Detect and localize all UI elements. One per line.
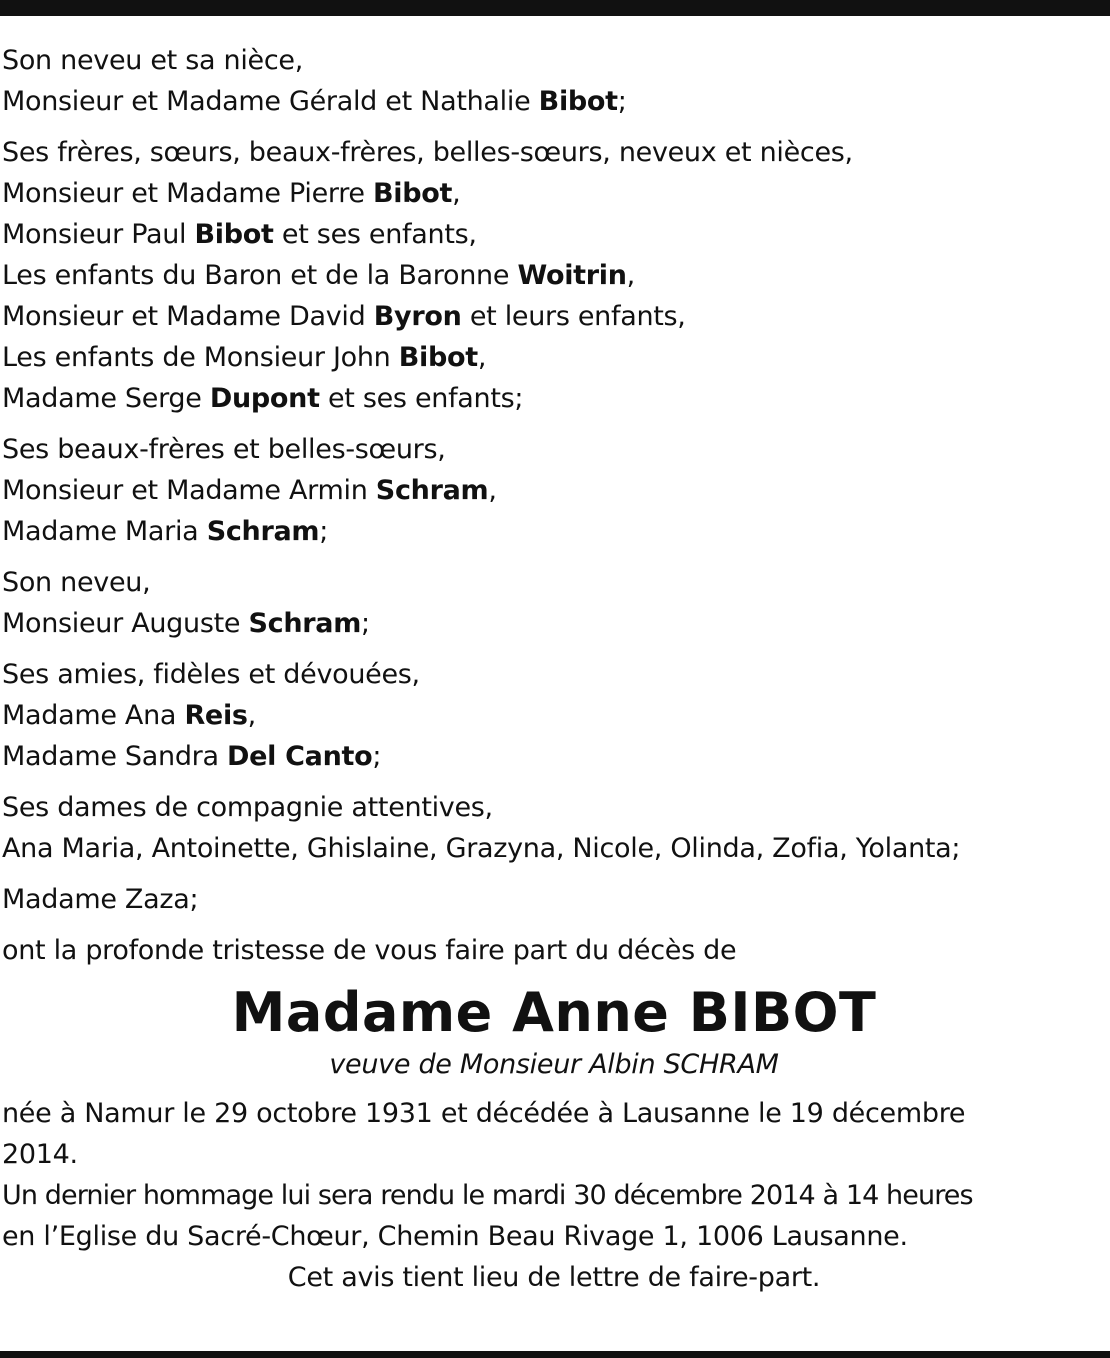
line-suffix: ; xyxy=(361,608,370,639)
family-surname: Dupont xyxy=(209,383,320,414)
family-block xyxy=(2,132,1106,419)
notice-line xyxy=(2,787,1106,828)
line-text: Ses beaux-frères et belles-sœurs, xyxy=(2,434,446,465)
line-text: Monsieur et Madame Armin xyxy=(2,475,376,506)
family-surname: Schram xyxy=(375,475,489,506)
notice-line xyxy=(2,337,1106,378)
family-block xyxy=(2,930,1106,971)
notice-line xyxy=(2,296,1106,337)
notice-line xyxy=(2,603,1106,644)
family-surname: Schram xyxy=(248,608,362,639)
line-text: Monsieur Paul xyxy=(2,219,195,250)
widow-of-line: veuve de Monsieur Albin SCHRAM xyxy=(329,1049,779,1080)
notice-line xyxy=(2,736,1106,777)
notice-line xyxy=(2,214,1106,255)
family-surname: Reis xyxy=(184,700,248,731)
notice-line xyxy=(2,40,1106,81)
birth-death-line: 2014. xyxy=(2,1139,78,1170)
line-suffix: , xyxy=(452,178,461,209)
notice-line xyxy=(2,132,1106,173)
notice-line xyxy=(2,828,1106,869)
notice-line xyxy=(2,173,1106,214)
line-text: Son neveu, xyxy=(2,567,151,598)
line-text: Monsieur et Madame Gérald et Nathalie xyxy=(2,86,539,117)
family-surname: Del Canto xyxy=(226,741,373,772)
family-block xyxy=(2,429,1106,552)
notice-line xyxy=(2,81,1106,122)
family-surname: Woitrin xyxy=(517,260,627,291)
family-block xyxy=(2,562,1106,644)
family-surname: Bibot xyxy=(194,219,274,250)
family-block xyxy=(2,787,1106,869)
line-text: Ana Maria, Antoinette, Ghislaine, Grazyna, Nicole, Olinda, Zofia, Yolanta; xyxy=(2,833,961,864)
top-rule xyxy=(0,0,1110,16)
line-text: Les enfants du Baron et de la Baronne xyxy=(2,260,518,291)
family-block xyxy=(2,40,1106,122)
family-block xyxy=(2,879,1106,920)
line-suffix: , xyxy=(477,342,487,373)
line-text: Madame Serge xyxy=(2,383,210,414)
notice-line xyxy=(2,378,1106,419)
obituary-notice xyxy=(2,40,1106,1298)
bottom-rule xyxy=(0,1351,1110,1358)
line-text: Monsieur Auguste xyxy=(2,608,249,639)
notice-line xyxy=(2,562,1106,603)
line-text: Ses frères, sœurs, beaux-frères, belles-sœurs, neveux et nièces, xyxy=(2,137,853,168)
notice-line xyxy=(2,470,1106,511)
line-text: ont la profonde tristesse de vous faire part du décès de xyxy=(2,935,737,966)
ceremony-info xyxy=(2,1175,1106,1257)
notice-line xyxy=(2,930,1106,971)
line-text: Madame Zaza; xyxy=(2,884,199,915)
notice-line xyxy=(2,255,1106,296)
line-text: Madame Maria xyxy=(2,516,207,547)
line-suffix: , xyxy=(488,475,497,506)
deceased-name: Madame Anne BIBOT xyxy=(231,981,877,1044)
family-surname: Byron xyxy=(373,301,462,332)
line-text: Monsieur et Madame David xyxy=(2,301,374,332)
closing-note: Cet avis tient lieu de lettre de faire-part. xyxy=(287,1262,821,1293)
family-block xyxy=(2,654,1106,777)
line-suffix: et ses enfants; xyxy=(319,383,524,414)
line-suffix: ; xyxy=(319,516,329,547)
birth-death-line: née à Namur le 29 octobre 1931 et décédée à Lausanne le 19 décembre xyxy=(2,1098,966,1129)
line-suffix: et leurs enfants, xyxy=(461,301,686,332)
ceremony-line: en l’Eglise du Sacré-Chœur, Chemin Beau Rivage 1, 1006 Lausanne. xyxy=(2,1221,908,1252)
line-suffix: ; xyxy=(372,741,382,772)
family-surname: Schram xyxy=(206,516,320,547)
line-suffix: ; xyxy=(617,86,627,117)
family-list xyxy=(2,40,1106,971)
notice-line xyxy=(2,511,1106,552)
notice-line xyxy=(2,429,1106,470)
line-text: Monsieur et Madame Pierre xyxy=(2,178,374,209)
line-suffix: , xyxy=(247,700,256,731)
line-text: Les enfants de Monsieur John xyxy=(2,342,399,373)
ceremony-line: Un dernier hommage lui sera rendu le mardi 30 décembre 2014 à 14 heures xyxy=(2,1180,973,1211)
line-text: Son neveu et sa nièce, xyxy=(2,45,303,76)
line-suffix: et ses enfants, xyxy=(273,219,477,250)
family-surname: Bibot xyxy=(398,342,478,373)
line-text: Madame Ana xyxy=(2,700,185,731)
line-text: Madame Sandra xyxy=(2,741,227,772)
notice-line xyxy=(2,695,1106,736)
line-text: Ses dames de compagnie attentives, xyxy=(2,792,493,823)
birth-death-info xyxy=(2,1093,1106,1175)
notice-line xyxy=(2,879,1106,920)
line-suffix: , xyxy=(626,260,635,291)
family-surname: Bibot xyxy=(538,86,618,117)
family-surname: Bibot xyxy=(373,178,453,209)
line-text: Ses amies, fidèles et dévouées, xyxy=(2,659,420,690)
notice-line xyxy=(2,654,1106,695)
